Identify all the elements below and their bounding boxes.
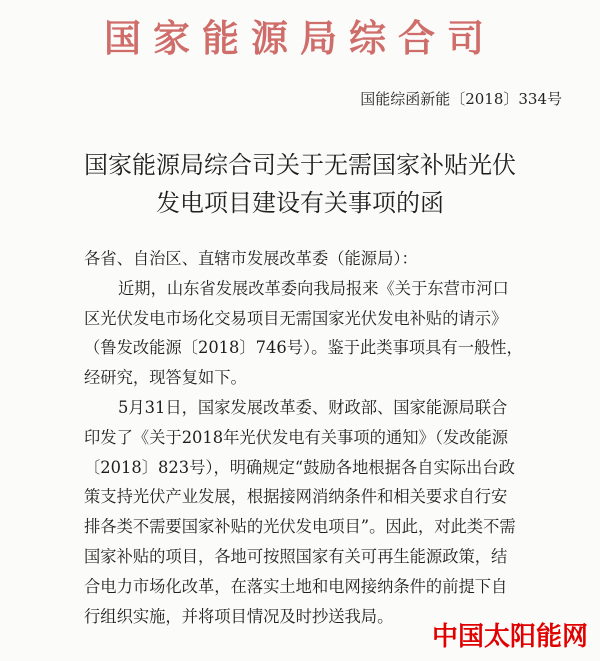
salutation: 各省、自治区、直辖市发展改革委（能源局）： xyxy=(84,249,418,268)
paragraph-2-line: 策支持光伏产业发展，根据接网消纳条件和相关要求自行安 xyxy=(84,487,508,507)
document-title-line-1: 国家能源局综合司关于无需国家补贴光伏 xyxy=(84,151,516,179)
paragraph-1-line: 经研究，现答复如下。 xyxy=(84,368,247,388)
paragraph-2-line: 国家补贴的项目，各地可按照国家有关可再生能源政策，结 xyxy=(84,546,508,566)
paragraph-1 xyxy=(84,274,560,393)
paragraph-2-line: 合电力市场化改革，在落实土地和电网接纳条件的前提下自 xyxy=(84,576,508,596)
document-title-line-2: 发电项目建设有关事项的函 xyxy=(156,189,444,217)
paragraph-2-line: 排各类不需要国家补贴的光伏发电项目”。因此，对此类不需 xyxy=(84,517,516,537)
document-title xyxy=(0,146,600,222)
paragraph-2-line: 〔2018〕823号），明确规定“鼓励各地根据各自实际出台政 xyxy=(84,457,515,477)
paragraph-2-line: 行组织实施，并将项目情况及时抄送我局。 xyxy=(84,606,394,626)
paragraph-1-line: 区光伏发电市场化交易项目无需国家光伏发电补贴的请示》 xyxy=(84,308,508,328)
document-body xyxy=(84,244,560,631)
letterhead-title: 国家能源局综合司 xyxy=(104,16,496,60)
paragraph-1-line: 近期，山东省发展改革委向我局报来《关于东营市河口 xyxy=(118,278,509,298)
paragraph-1-line: （鲁发改能源〔2018〕746号）。鉴于此类事项具有一般性， xyxy=(84,338,523,358)
paragraph-2-line: 印发了《关于2018年光伏发电有关事项的通知》（发改能源 xyxy=(84,427,509,447)
paragraph-2-line: 5月31日，国家发展改革委、财政部、国家能源局联合 xyxy=(118,397,508,417)
document-number: 国能综函新能〔2018〕334号 xyxy=(360,90,562,108)
paragraph-2 xyxy=(84,393,560,631)
site-watermark: 中国太阳能网 xyxy=(431,622,588,652)
